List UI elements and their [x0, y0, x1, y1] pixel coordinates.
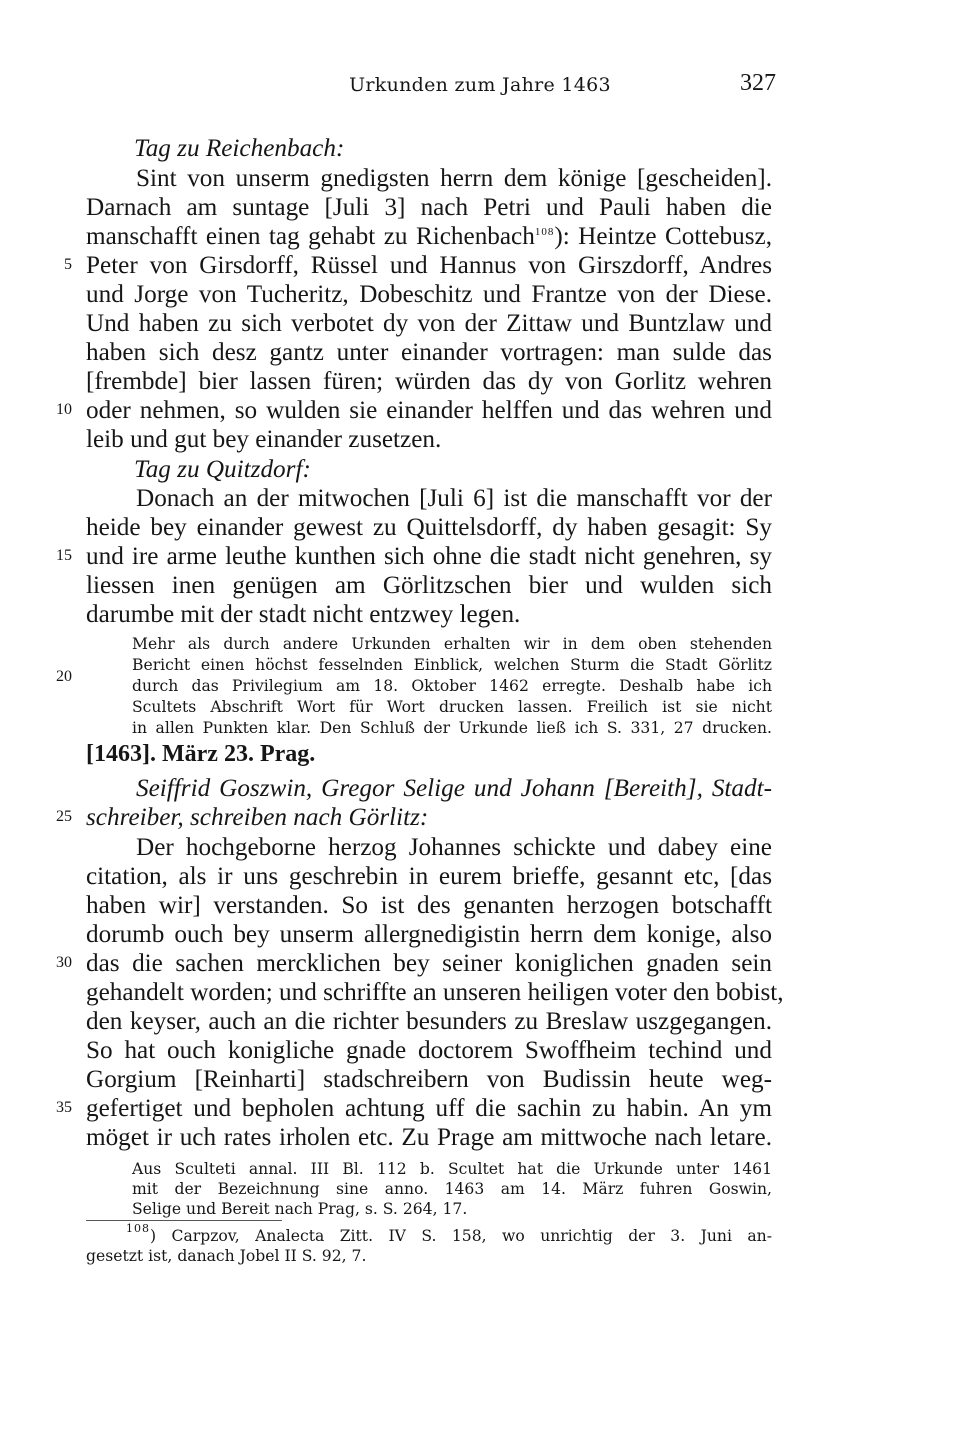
document-date-day: März 23. — [161, 741, 254, 767]
line-number: 35 — [56, 1099, 72, 1116]
text-line: oder nehmen, so wulden sie einander helffen und das wehren und — [86, 397, 772, 424]
text-line: haben sich desz gantz unter einander vortragen: man sulde das — [86, 339, 772, 366]
text-line: Der hochgeborne herzog Johannes schickte und dabey eine — [136, 834, 772, 861]
footnote-reference: 108 — [534, 226, 555, 238]
text-line: haben wir] verstanden. So ist des genanten herzogen botschafft — [86, 892, 772, 919]
text-line: Donach an der mitwochen [Juli 6] ist die manschafft vor der — [136, 485, 772, 512]
text-line: Und haben zu sich verbotet dy von der Zittaw und Buntzlaw und — [86, 310, 772, 337]
line-number: 10 — [56, 401, 72, 418]
editorial-note-line: Bericht einen höchst fesselnden Einblick, welchen Sturm die Stadt Görlitz — [132, 656, 772, 674]
text-line: Peter von Girsdorff, Rüssel und Hannus von Girszdorff, Andres — [86, 252, 772, 279]
footnote-line — [126, 1222, 772, 1246]
text-line: und Jorge von Tucheritz, Dobeschitz und Frantze von der Diese. — [86, 281, 772, 308]
section-heading-quitzdorf: Tag zu Quitzdorf: — [134, 456, 311, 483]
text-line: das die sachen mercklichen bey seiner koniglichen gnaden sein — [86, 950, 772, 977]
line-number: 20 — [56, 668, 72, 685]
text-line: gefertiget und bepholen achtung uff die sachin zu habin. An ym — [86, 1095, 772, 1122]
footnote-line: gesetzt ist, danach Jobel II S. 92, 7. — [86, 1247, 367, 1265]
editorial-note-line: Mehr als durch andere Urkunden erhalten wir in dem oben stehenden — [132, 635, 772, 653]
line-number: 5 — [64, 256, 72, 273]
source-note-line: mit der Bezeichnung sine anno. 1463 am 14. März fuhren Goswin, — [132, 1180, 772, 1198]
text-line: [frembde] bier lassen füren; würden das dy von Gorlitz wehren — [86, 368, 772, 395]
text-line: So hat ouch konigliche gnade doctorem Swoffheim techind und — [86, 1037, 772, 1064]
text-line: citation, als ir uns geschrebin in eurem brieffe, gesannt etc, [das — [86, 863, 772, 890]
footnote-rule — [86, 1220, 282, 1221]
text-line: dorumb ouch bey unserm allergnedigistin herrn dem konige, also — [86, 921, 772, 948]
text-line: liessen inen genügen am Görlitzschen bier und wulden sich — [86, 572, 772, 599]
line-number: 30 — [56, 954, 72, 971]
text-line: den keyser, auch an die richter besunders zu Breslaw uszgegangen. — [86, 1008, 772, 1035]
source-note-line: Selige und Bereit nach Prag, s. S. 264, 17. — [132, 1200, 468, 1218]
footnote-marker: 108 — [126, 1222, 150, 1235]
document-dateline — [86, 740, 772, 769]
text-line: Sint von unserm gnedigsten herrn dem könige [gescheiden]. — [136, 165, 772, 192]
running-title: Urkunden zum Jahre 1463 — [349, 74, 611, 96]
text-line: Gorgium [Reinharti] stadschreibern von Budissin heute weg- — [86, 1066, 772, 1093]
document-heading-line: schreiber, schreiben nach Görlitz: — [86, 804, 429, 831]
line-number: 15 — [56, 547, 72, 564]
text-line: gehandelt worden; und schriffte an unseren heiligen voter den bobist, — [86, 979, 784, 1006]
text-line: leib und gut bey einander zusetzen. — [86, 426, 442, 453]
text-fragment: ): Heintze Cottebusz, — [554, 223, 772, 250]
text-line: darumbe mit der stadt nicht entzwey legen. — [86, 601, 521, 628]
section-heading-reichenbach: Tag zu Reichenbach: — [134, 135, 345, 162]
document-date: [1463]. — [86, 741, 156, 767]
source-note-line: Aus Sculteti annal. III Bl. 112 b. Scultet hat die Urkunde unter 1461 — [132, 1160, 772, 1178]
running-head — [0, 70, 960, 104]
text-line: möget ir uch rates irholen etc. Zu Prage am mittwoche nach letare. — [86, 1124, 772, 1151]
text-line: Darnach am suntage [Juli 3] nach Petri und Pauli haben die — [86, 194, 772, 221]
editorial-note-line: Scultets Abschrift Wort für Wort drucken lassen. Freilich ist sie nicht — [132, 698, 772, 716]
document-place: Prag. — [259, 741, 316, 767]
footnote-text: ) Carpzov, Analecta Zitt. IV S. 158, wo unrichtig der 3. Juni an- — [150, 1227, 772, 1245]
page-number: 327 — [740, 70, 776, 96]
text-line-with-footnote-ref — [86, 222, 772, 251]
text-line: heide bey einander gewest zu Quittelsdorff, dy haben gesagit: Sy — [86, 514, 772, 541]
text-fragment: manschafft einen tag gehabt zu Richenbach — [86, 223, 535, 250]
editorial-note-line: in allen Punkten klar. Den Schluß der Urkunde ließ ich S. 331, 27 drucken. — [132, 719, 772, 737]
text-line: und ire arme leuthe kunthen sich ohne die stadt nicht genehren, sy — [86, 543, 772, 570]
document-heading-line: Seiffrid Goszwin, Gregor Selige und Johann [Bereith], Stadt- — [136, 775, 772, 802]
editorial-note-line: durch das Privilegium am 18. Oktober 1462 erregte. Deshalb habe ich — [132, 677, 772, 695]
line-number: 25 — [56, 808, 72, 825]
